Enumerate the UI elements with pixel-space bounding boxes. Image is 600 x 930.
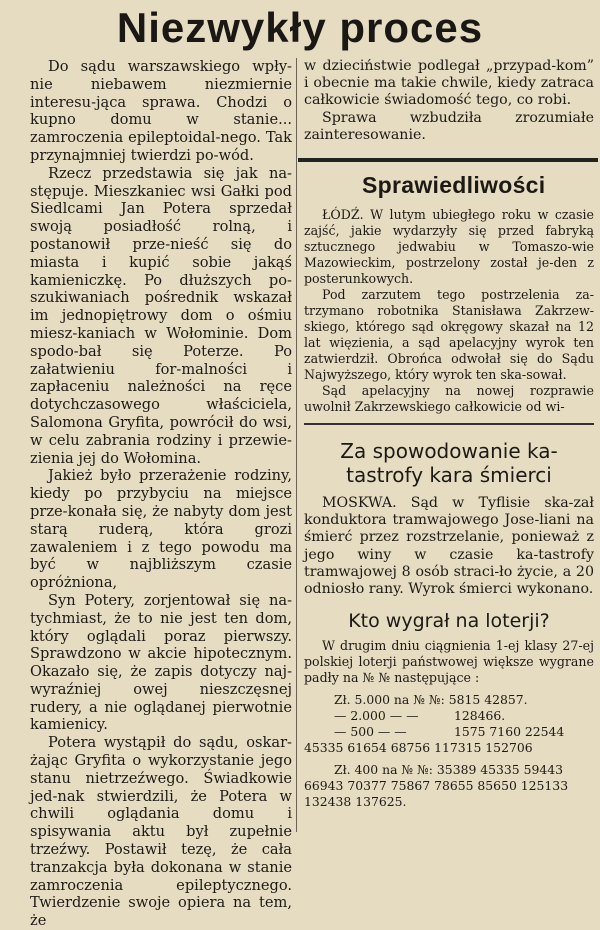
- section-title: Sprawiedliwości: [362, 172, 546, 199]
- page-headline: Niezwykły proces: [116, 4, 484, 51]
- lottery-prize: — 500 — —: [334, 724, 407, 740]
- lottery-intro: W drugim dniu ciągnienia 1-ej klasy 27-ej polskiej loterji państwowej większe wygrane padły na № № następujące :: [304, 638, 594, 686]
- lottery-numbers: 5815 42857.: [448, 692, 528, 708]
- column-divider: [296, 58, 297, 832]
- article-paragraph: Jakież było przerażenie rodziny, kiedy po przybyciu na miejsce prze-konała się, że nabyty dom jest starą ruderą, która grozi zawaleniem i z tego powodu ma być w najbliższym czasie opróżniona,: [30, 467, 292, 592]
- continuation-paragraph: w dzieciństwie podlegał „przypad-kom” i obecnie ma takie chwile, kiedy zatraca całkowicie świadomość tego, co robi.: [304, 58, 594, 109]
- article-paragraph: ŁÓDŹ. W lutym ubiegłego roku w czasie zajść, jakie wydarzyły się przed fabryką sztucznego jedwabiu w Tomaszo-wie Mazowieckim, postrzelony został je-den z posterunkowych.: [304, 207, 594, 287]
- lottery-intro-wrap: [304, 638, 594, 686]
- article-paragraph: MOSKWA. Sąd w Tyflisie ska-zał konduktora tramwajowego Jose-liani na śmierć przez rozstrzelanie, ponieważ z jego winy w czasie ka-tastrofy tramwajowej 8 osób straci-ło życie, a 20 odniosło rany. Wyrok śmierci wykonano.: [304, 495, 594, 598]
- lottery-row: [304, 794, 594, 810]
- left-column: [30, 58, 292, 930]
- lottery-numbers: 132438 137625.: [304, 794, 407, 810]
- article-paragraph: Pod zarzutem tego postrzelenia za-trzymano robotnika Stanisława Zakrzew-skiego, którego sąd okręgowy skazał na 12 lat więzienia, a sąd apelacyjny wyrok ten zatwierdził. Obrońca odwołał się do Sądu Najwyższego, który wyrok ten ska-sował.: [304, 287, 594, 383]
- article-paragraph: Potera wystąpił do sądu, oskar-żając Gryfita o wykorzystanie jego stanu nietrzeźwego. Świadkowie jed-nak stwierdzili, że Potera w chwili oglądania domu i spisywania aktu był zupełnie trzeźwy. Postawił tezę, że cała tranzakcja była dokonana w stanie zamroczenia epileptycznego. Twierdzenie swoje opiera na tem, że: [30, 734, 292, 930]
- lottery-results: [304, 692, 594, 810]
- lottery-row: [304, 778, 594, 794]
- lottery-row: [304, 708, 594, 724]
- lottery-row: [304, 762, 594, 778]
- article-paragraph: Sąd apelacyjny na nowej rozprawie uwolnił Zakrzewskiego całkowicie od wi-: [304, 383, 594, 415]
- lottery-row: [304, 692, 594, 708]
- article-paragraph: Do sądu warszawskiego wpły-nie niebawem niezmiernie interesu-jąca sprawa. Chodzi o kupno domu w stanie... zamroczenia epileptoidal-nego. Tak przynajmniej twierdzi po-wód.: [30, 58, 292, 164]
- lottery-numbers: 35389 45335 59443: [436, 762, 564, 778]
- lottery-numbers: 66943 70377 75867 78655 85650 125133: [304, 778, 569, 794]
- article-title: Za spowodowanie ka-tastrofy kara śmierci: [340, 439, 558, 488]
- lottery-title: Kto wygrał na loterji?: [348, 610, 550, 633]
- lottery-numbers: 128466.: [453, 708, 506, 724]
- section-divider: [298, 158, 598, 162]
- lottery-prize: — 2.000 — —: [334, 708, 419, 724]
- lottery-prize: Zł. 400 na № №:: [334, 762, 433, 778]
- lottery-prize: Zł. 5.000 na № №:: [334, 692, 445, 708]
- article-divider: [304, 423, 594, 425]
- lottery-row: [304, 740, 594, 756]
- lottery-numbers: 1575 7160 22544: [453, 724, 565, 740]
- article-paragraph: Syn Potery, zorjentował się na-tychmiast, że to nie jest ten dom, który oglądali poraz pierwszy. Sprawdzono w akcie hipotecznym. Okazało się, że zapis dotyczy naj-wyraźniej owej nieszczęsnej rudery, a nie oglądanej pierwotnie kamienicy.: [30, 591, 292, 734]
- article-paragraph: Rzecz przedstawia się jak na-stępuje. Mieszkaniec wsi Gałki pod Siedlcami Jan Potera sprzedał swoją posiadłość rolną, i postanowił prze-nieść się do miasta i kupić sobie jakąś kamieniczkę. Po dłuższych po-szukiwaniach pośrednik wskazał im jednopiętrowy dom o ośmiu miesz-kaniach w Wołominie. Dom spodo-bał się Poterze. Po załatwieniu for-malności i zapłaceniu należności na ręce dotychczasowego właściciela, Salomona Gryfita, powrócił do wsi, w celu zabrania rodziny i przewie-zienia jej do Wołomina.: [30, 164, 292, 467]
- justice-article: [304, 207, 594, 415]
- continuation-paragraph: Sprawa wzbudziła zrozumiałe zainteresowanie.: [304, 109, 594, 143]
- lottery-row: [304, 724, 594, 740]
- lottery-numbers: 45335 61654 68756 117315 152706: [304, 740, 533, 756]
- right-column: [304, 58, 594, 832]
